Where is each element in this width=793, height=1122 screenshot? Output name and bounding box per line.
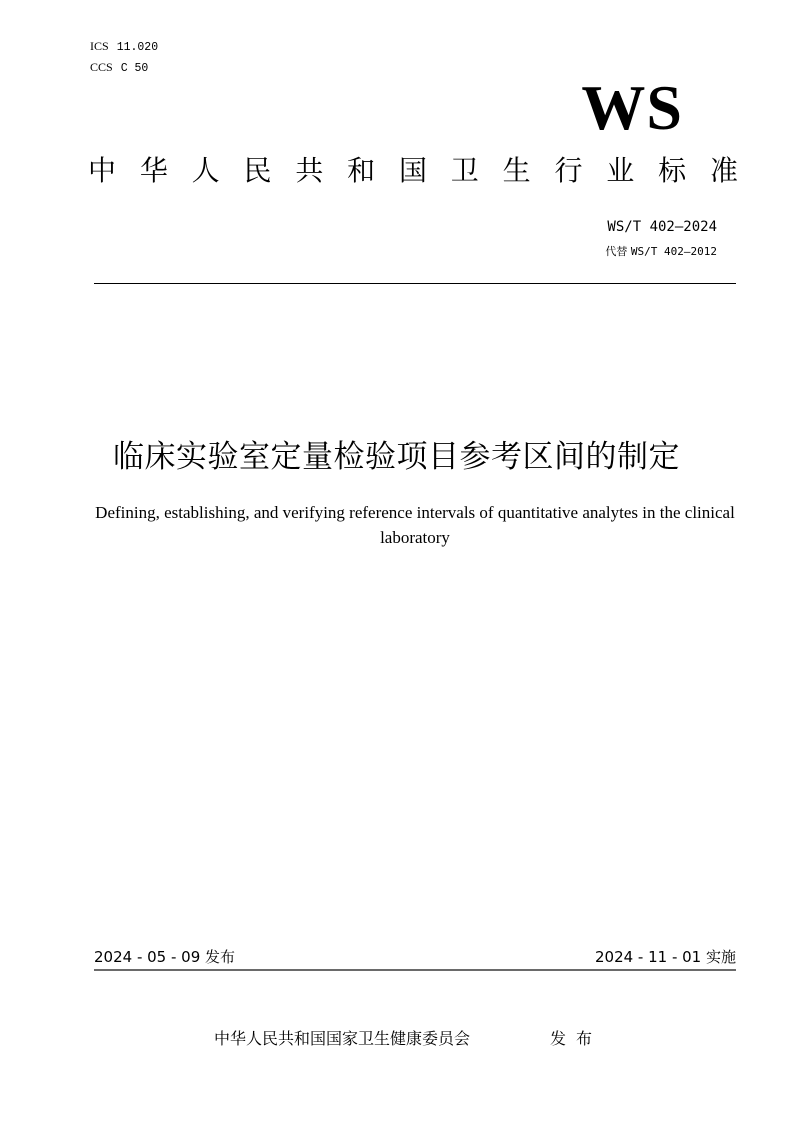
heading-char: 业 — [606, 154, 635, 187]
heading-char: 标 — [658, 154, 687, 187]
header-divider — [94, 283, 736, 284]
replaces-standard — [605, 243, 717, 259]
heading-char: 行 — [554, 154, 583, 187]
ics-code: 11.020 — [116, 41, 159, 54]
issue-date: 2024 - 05 - 09 发布 — [94, 948, 236, 966]
ws-logo: WS — [581, 72, 683, 143]
standard-category-heading — [88, 154, 738, 188]
heading-char: 华 — [139, 154, 168, 187]
implementation-date: 2024 - 11 - 01 实施 — [594, 948, 736, 966]
ics-classification — [90, 39, 158, 54]
publish-action: 发布 — [550, 1029, 603, 1048]
standard-number: WS/T 402—2024 — [607, 219, 717, 235]
heading-char: 共 — [295, 154, 324, 187]
footer-divider — [94, 969, 736, 971]
heading-char: 准 — [709, 154, 738, 187]
document-title-english: Defining, establishing, and verifying reference intervals of quantitative analytes in the clinical laboratory — [95, 503, 735, 547]
replaces-label: 代替 — [605, 245, 628, 258]
heading-char: 民 — [243, 154, 272, 187]
publisher-name: 中华人民共和国国家卫生健康委员会 — [214, 1029, 471, 1048]
heading-char: 人 — [191, 154, 220, 187]
ccs-code: C 50 — [120, 62, 149, 75]
document-title-chinese: 临床实验室定量检验项目参考区间的制定 — [113, 439, 680, 475]
heading-char: 和 — [347, 154, 376, 187]
ics-label: ICS — [90, 39, 109, 53]
heading-char: 国 — [398, 154, 427, 187]
heading-char: 中 — [88, 154, 117, 187]
replaces-number: WS/T 402—2012 — [630, 245, 717, 258]
ccs-label: CCS — [90, 60, 113, 74]
heading-char: 卫 — [450, 154, 479, 187]
ccs-classification — [90, 60, 148, 75]
heading-char: 生 — [502, 154, 531, 187]
